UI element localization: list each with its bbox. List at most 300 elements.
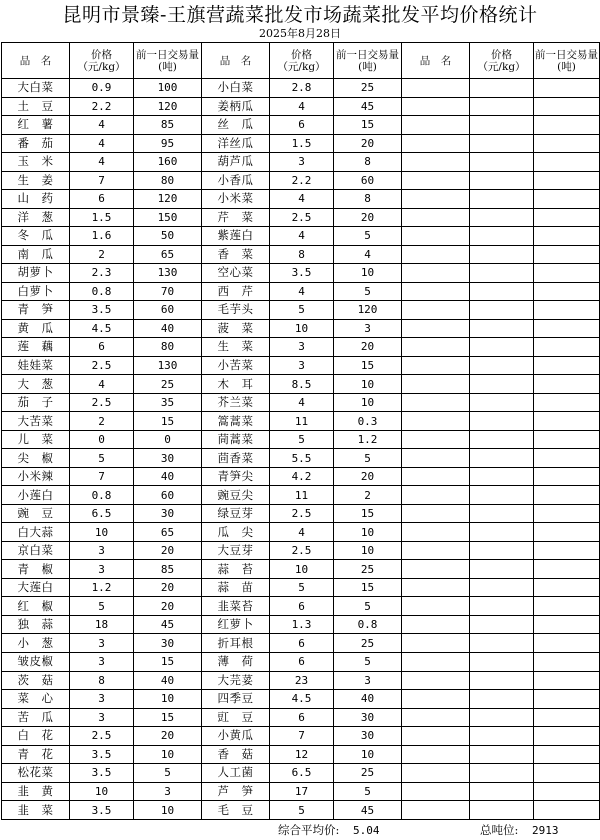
item-volume: 15 xyxy=(134,412,202,431)
empty-cell xyxy=(402,264,470,283)
item-name: 苦 瓜 xyxy=(2,708,70,727)
average-price xyxy=(278,822,380,839)
empty-cell xyxy=(534,171,600,190)
table-row xyxy=(2,190,600,209)
table-row xyxy=(2,449,600,468)
empty-cell xyxy=(402,116,470,135)
empty-cell xyxy=(470,782,534,801)
item-price: 8 xyxy=(70,671,134,690)
item-name: 青 椒 xyxy=(2,560,70,579)
item-volume: 20 xyxy=(334,208,402,227)
empty-cell xyxy=(402,356,470,375)
item-name: 韭 菜 xyxy=(2,801,70,820)
empty-cell xyxy=(402,597,470,616)
empty-cell xyxy=(470,116,534,135)
item-name: 小黄瓜 xyxy=(202,727,270,746)
item-price: 4 xyxy=(270,227,334,246)
item-volume: 20 xyxy=(134,597,202,616)
empty-cell xyxy=(402,523,470,542)
item-name: 丝 瓜 xyxy=(202,116,270,135)
table-row xyxy=(2,486,600,505)
item-price: 4 xyxy=(70,153,134,172)
empty-cell xyxy=(534,79,600,98)
empty-cell xyxy=(470,319,534,338)
item-volume: 40 xyxy=(334,690,402,709)
item-name: 小香瓜 xyxy=(202,171,270,190)
item-volume: 30 xyxy=(334,708,402,727)
empty-cell xyxy=(470,801,534,820)
item-price: 12 xyxy=(270,745,334,764)
item-volume: 30 xyxy=(134,449,202,468)
item-volume: 0 xyxy=(134,430,202,449)
item-volume: 10 xyxy=(134,745,202,764)
item-name: 韭 黄 xyxy=(2,782,70,801)
empty-cell xyxy=(534,449,600,468)
item-volume: 20 xyxy=(334,134,402,153)
item-price: 0 xyxy=(70,430,134,449)
item-name: 香 菇 xyxy=(202,745,270,764)
item-name: 莲 藕 xyxy=(2,338,70,357)
table-row xyxy=(2,375,600,394)
item-name: 土 豆 xyxy=(2,97,70,116)
item-name: 四季豆 xyxy=(202,690,270,709)
item-volume: 10 xyxy=(334,375,402,394)
item-volume: 5 xyxy=(334,227,402,246)
item-name: 蒜 苗 xyxy=(202,578,270,597)
item-volume: 80 xyxy=(134,171,202,190)
table-row xyxy=(2,671,600,690)
table-row xyxy=(2,227,600,246)
item-name: 玉 米 xyxy=(2,153,70,172)
item-volume: 10 xyxy=(134,801,202,820)
item-price: 2 xyxy=(70,245,134,264)
item-name: 姜柄瓜 xyxy=(202,97,270,116)
table-row xyxy=(2,578,600,597)
item-volume: 50 xyxy=(134,227,202,246)
item-name: 番 茄 xyxy=(2,134,70,153)
item-price: 10 xyxy=(70,523,134,542)
empty-cell xyxy=(402,745,470,764)
empty-cell xyxy=(470,467,534,486)
empty-cell xyxy=(402,560,470,579)
item-price: 18 xyxy=(70,615,134,634)
header-volume: 前一日交易量(吨) xyxy=(134,43,202,79)
empty-cell xyxy=(534,560,600,579)
empty-cell xyxy=(402,227,470,246)
item-price: 4 xyxy=(70,375,134,394)
item-price: 3 xyxy=(70,690,134,709)
empty-cell xyxy=(470,764,534,783)
item-name: 小 葱 xyxy=(2,634,70,653)
item-volume: 10 xyxy=(334,523,402,542)
empty-cell xyxy=(534,412,600,431)
item-volume: 15 xyxy=(334,116,402,135)
item-name: 葫芦瓜 xyxy=(202,153,270,172)
item-volume: 5 xyxy=(334,449,402,468)
empty-cell xyxy=(470,264,534,283)
empty-cell xyxy=(402,449,470,468)
item-price: 2.5 xyxy=(270,504,334,523)
item-volume: 35 xyxy=(134,393,202,412)
item-name: 青 花 xyxy=(2,745,70,764)
item-name: 冬 瓜 xyxy=(2,227,70,246)
empty-cell xyxy=(470,652,534,671)
item-name: 芹 菜 xyxy=(202,208,270,227)
item-volume: 65 xyxy=(134,245,202,264)
empty-cell xyxy=(534,782,600,801)
item-name: 独 蒜 xyxy=(2,615,70,634)
item-price: 3.5 xyxy=(70,764,134,783)
empty-cell xyxy=(534,393,600,412)
item-price: 5 xyxy=(270,430,334,449)
item-name: 菜 心 xyxy=(2,690,70,709)
item-volume: 160 xyxy=(134,153,202,172)
item-price: 6 xyxy=(70,190,134,209)
report-date: 2025年8月28日 xyxy=(259,27,341,40)
item-volume: 85 xyxy=(134,560,202,579)
item-volume: 5 xyxy=(134,764,202,783)
empty-cell xyxy=(470,486,534,505)
item-name: 折耳根 xyxy=(202,634,270,653)
table-row xyxy=(2,319,600,338)
empty-cell xyxy=(534,356,600,375)
item-name: 大豆芽 xyxy=(202,541,270,560)
header-price: 价格（元/kg） xyxy=(270,43,334,79)
item-volume: 20 xyxy=(334,338,402,357)
item-volume: 10 xyxy=(334,393,402,412)
item-volume: 5 xyxy=(334,597,402,616)
table-row xyxy=(2,116,600,135)
empty-cell xyxy=(534,116,600,135)
empty-cell xyxy=(402,467,470,486)
item-name: 豌 豆 xyxy=(2,504,70,523)
item-price: 7 xyxy=(70,171,134,190)
empty-cell xyxy=(402,171,470,190)
item-volume: 5 xyxy=(334,282,402,301)
total-tonnage-label: 总吨位: xyxy=(480,823,519,837)
item-name: 茄 子 xyxy=(2,393,70,412)
item-volume: 80 xyxy=(134,338,202,357)
item-price: 3 xyxy=(70,634,134,653)
empty-cell xyxy=(470,708,534,727)
item-name: 豌豆尖 xyxy=(202,486,270,505)
item-name: 菠 菜 xyxy=(202,319,270,338)
average-price-value: 5.04 xyxy=(353,824,380,837)
page-title: 昆明市景臻-王旗营蔬菜批发市场蔬菜批发平均价格统计 xyxy=(62,4,538,26)
table-row xyxy=(2,153,600,172)
table-row xyxy=(2,801,600,820)
table-row xyxy=(2,560,600,579)
empty-cell xyxy=(470,97,534,116)
average-price-label: 综合平均价: xyxy=(278,823,340,837)
item-volume: 15 xyxy=(334,504,402,523)
item-name: 大芫荽 xyxy=(202,671,270,690)
item-name: 白 花 xyxy=(2,727,70,746)
empty-cell xyxy=(402,504,470,523)
empty-cell xyxy=(402,190,470,209)
item-volume: 100 xyxy=(134,79,202,98)
empty-cell xyxy=(534,153,600,172)
empty-cell xyxy=(402,282,470,301)
empty-cell xyxy=(402,393,470,412)
item-price: 6 xyxy=(270,708,334,727)
empty-cell xyxy=(534,486,600,505)
table-row xyxy=(2,597,600,616)
table-row xyxy=(2,690,600,709)
table-row xyxy=(2,504,600,523)
item-name: 青 笋 xyxy=(2,301,70,320)
empty-cell xyxy=(534,227,600,246)
item-volume: 25 xyxy=(134,375,202,394)
item-name: 胡萝卜 xyxy=(2,264,70,283)
empty-cell xyxy=(402,412,470,431)
item-price: 2.5 xyxy=(270,541,334,560)
item-name: 小莲白 xyxy=(2,486,70,505)
item-price: 23 xyxy=(270,671,334,690)
item-price: 4 xyxy=(270,523,334,542)
item-volume: 95 xyxy=(134,134,202,153)
item-price: 6 xyxy=(270,597,334,616)
item-volume: 10 xyxy=(334,264,402,283)
item-volume: 40 xyxy=(134,467,202,486)
item-name: 韭菜苔 xyxy=(202,597,270,616)
item-price: 3 xyxy=(270,338,334,357)
item-price: 2.2 xyxy=(270,171,334,190)
table-row xyxy=(2,338,600,357)
item-price: 2.5 xyxy=(70,356,134,375)
item-name: 黄 瓜 xyxy=(2,319,70,338)
item-name: 白大蒜 xyxy=(2,523,70,542)
empty-cell xyxy=(402,79,470,98)
item-volume: 130 xyxy=(134,264,202,283)
item-price: 5.5 xyxy=(270,449,334,468)
empty-cell xyxy=(470,671,534,690)
item-price: 3.5 xyxy=(70,801,134,820)
empty-cell xyxy=(534,319,600,338)
table-row xyxy=(2,652,600,671)
empty-cell xyxy=(402,97,470,116)
item-name: 生 菜 xyxy=(202,338,270,357)
item-price: 4 xyxy=(70,134,134,153)
header-name: 品 名 xyxy=(2,43,70,79)
empty-cell xyxy=(470,301,534,320)
empty-cell xyxy=(470,356,534,375)
item-price: 4.2 xyxy=(270,467,334,486)
table-body xyxy=(2,79,600,820)
empty-cell xyxy=(534,523,600,542)
empty-cell xyxy=(402,782,470,801)
item-price: 0.8 xyxy=(70,486,134,505)
item-volume: 45 xyxy=(334,801,402,820)
empty-cell xyxy=(470,79,534,98)
item-name: 毛 豆 xyxy=(202,801,270,820)
item-volume: 3 xyxy=(134,782,202,801)
item-volume: 5 xyxy=(334,652,402,671)
item-name: 紫莲白 xyxy=(202,227,270,246)
item-price: 2.8 xyxy=(270,79,334,98)
item-name: 西 芹 xyxy=(202,282,270,301)
empty-cell xyxy=(402,615,470,634)
empty-cell xyxy=(534,301,600,320)
empty-cell xyxy=(402,634,470,653)
table-row xyxy=(2,727,600,746)
item-price: 8 xyxy=(270,245,334,264)
empty-cell xyxy=(470,504,534,523)
table-header-row xyxy=(2,43,600,79)
table-row xyxy=(2,430,600,449)
item-volume: 15 xyxy=(334,578,402,597)
empty-cell xyxy=(470,227,534,246)
total-tonnage-value: 2913 xyxy=(532,824,559,837)
empty-cell xyxy=(470,449,534,468)
item-price: 2.5 xyxy=(70,393,134,412)
item-name: 大 葱 xyxy=(2,375,70,394)
item-volume: 60 xyxy=(134,301,202,320)
empty-cell xyxy=(402,208,470,227)
item-name: 红 椒 xyxy=(2,597,70,616)
table-row xyxy=(2,208,600,227)
item-volume: 30 xyxy=(134,634,202,653)
empty-cell xyxy=(402,727,470,746)
empty-cell xyxy=(402,671,470,690)
item-price: 0.9 xyxy=(70,79,134,98)
empty-cell xyxy=(534,690,600,709)
empty-cell xyxy=(470,727,534,746)
table-row xyxy=(2,745,600,764)
item-name: 毛芋头 xyxy=(202,301,270,320)
item-price: 6.5 xyxy=(70,504,134,523)
item-volume: 3 xyxy=(334,319,402,338)
empty-cell xyxy=(534,208,600,227)
item-volume: 85 xyxy=(134,116,202,135)
item-price: 5 xyxy=(70,597,134,616)
table-row xyxy=(2,282,600,301)
item-price: 11 xyxy=(270,486,334,505)
table-row xyxy=(2,541,600,560)
table-row xyxy=(2,615,600,634)
item-price: 1.3 xyxy=(270,615,334,634)
table-row xyxy=(2,356,600,375)
empty-cell xyxy=(534,745,600,764)
empty-cell xyxy=(402,801,470,820)
table-row xyxy=(2,393,600,412)
item-name: 生 姜 xyxy=(2,171,70,190)
item-volume: 15 xyxy=(134,708,202,727)
item-price: 5 xyxy=(270,301,334,320)
empty-cell xyxy=(470,560,534,579)
item-name: 茨 菇 xyxy=(2,671,70,690)
empty-cell xyxy=(402,690,470,709)
item-name: 空心菜 xyxy=(202,264,270,283)
item-price: 3 xyxy=(270,153,334,172)
empty-cell xyxy=(470,190,534,209)
table-row xyxy=(2,467,600,486)
item-name: 小白菜 xyxy=(202,79,270,98)
empty-cell xyxy=(402,134,470,153)
empty-cell xyxy=(534,467,600,486)
item-volume: 130 xyxy=(134,356,202,375)
item-name: 大苦菜 xyxy=(2,412,70,431)
empty-cell xyxy=(470,430,534,449)
item-price: 6.5 xyxy=(270,764,334,783)
empty-cell xyxy=(402,375,470,394)
header-name: 品 名 xyxy=(402,43,470,79)
item-price: 3 xyxy=(70,652,134,671)
empty-cell xyxy=(402,430,470,449)
item-name: 芦 笋 xyxy=(202,782,270,801)
item-price: 7 xyxy=(70,467,134,486)
empty-cell xyxy=(470,745,534,764)
empty-cell xyxy=(402,578,470,597)
item-volume: 5 xyxy=(334,782,402,801)
item-price: 6 xyxy=(270,634,334,653)
empty-cell xyxy=(534,282,600,301)
item-price: 10 xyxy=(270,319,334,338)
empty-cell xyxy=(470,541,534,560)
item-volume: 25 xyxy=(334,560,402,579)
table-row xyxy=(2,79,600,98)
header-price: 价格（元/kg） xyxy=(470,43,534,79)
empty-cell xyxy=(534,97,600,116)
empty-cell xyxy=(470,578,534,597)
item-price: 6 xyxy=(70,338,134,357)
item-name: 绿豆芽 xyxy=(202,504,270,523)
empty-cell xyxy=(534,597,600,616)
empty-cell xyxy=(534,504,600,523)
empty-cell xyxy=(534,615,600,634)
item-volume: 25 xyxy=(334,634,402,653)
item-volume: 20 xyxy=(134,727,202,746)
item-volume: 20 xyxy=(134,541,202,560)
item-price: 2.3 xyxy=(70,264,134,283)
empty-cell xyxy=(534,764,600,783)
item-name: 薄 荷 xyxy=(202,652,270,671)
empty-cell xyxy=(402,301,470,320)
empty-cell xyxy=(402,319,470,338)
empty-cell xyxy=(470,690,534,709)
item-price: 4 xyxy=(270,282,334,301)
empty-cell xyxy=(470,153,534,172)
empty-cell xyxy=(402,153,470,172)
item-name: 皱皮椒 xyxy=(2,652,70,671)
item-price: 4.5 xyxy=(70,319,134,338)
empty-cell xyxy=(470,412,534,431)
item-name: 娃娃菜 xyxy=(2,356,70,375)
item-name: 瓜 尖 xyxy=(202,523,270,542)
item-name: 小米辣 xyxy=(2,467,70,486)
item-price: 2.2 xyxy=(70,97,134,116)
item-price: 4 xyxy=(270,393,334,412)
header-price: 价格（元/kg） xyxy=(70,43,134,79)
item-price: 5 xyxy=(270,801,334,820)
item-price: 4.5 xyxy=(270,690,334,709)
item-price: 8.5 xyxy=(270,375,334,394)
empty-cell xyxy=(534,634,600,653)
item-price: 1.5 xyxy=(70,208,134,227)
item-name: 青笋尖 xyxy=(202,467,270,486)
empty-cell xyxy=(470,615,534,634)
item-price: 4 xyxy=(70,116,134,135)
empty-cell xyxy=(534,652,600,671)
empty-cell xyxy=(402,245,470,264)
empty-cell xyxy=(470,523,534,542)
empty-cell xyxy=(534,708,600,727)
item-price: 5 xyxy=(270,578,334,597)
item-price: 6 xyxy=(270,116,334,135)
table-row xyxy=(2,412,600,431)
item-volume: 4 xyxy=(334,245,402,264)
item-volume: 15 xyxy=(334,356,402,375)
